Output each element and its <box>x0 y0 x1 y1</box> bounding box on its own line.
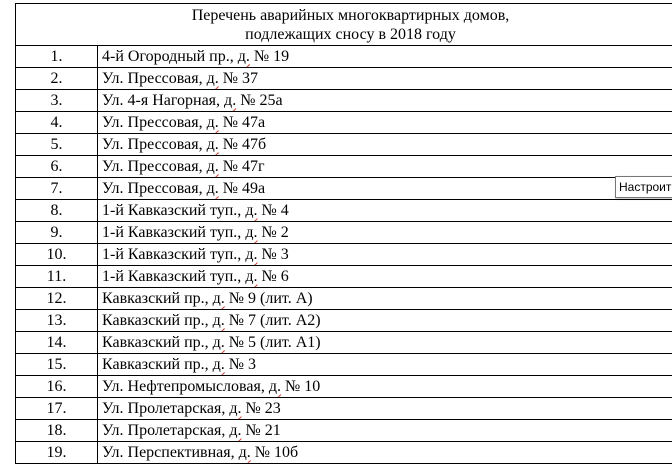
table-row <box>16 398 672 420</box>
address-house-abbrev: д. <box>237 47 250 65</box>
address-house-abbrev: д. <box>245 223 258 241</box>
table-title-line-1: Перечень аварийных многоквартирных домов, <box>191 7 510 24</box>
table-row <box>16 376 672 398</box>
address-street: Кавказский пр., <box>102 333 213 351</box>
row-number: 14. <box>16 332 98 354</box>
table-row <box>16 134 672 156</box>
address-house-number: № 4 <box>257 201 289 219</box>
table-row <box>16 354 672 376</box>
row-address <box>98 90 672 112</box>
address-house-number: № 37 <box>218 69 258 87</box>
address-house-number: № 21 <box>241 421 281 439</box>
row-address <box>98 376 672 398</box>
table-row <box>16 200 672 222</box>
address-house-abbrev: д. <box>206 179 219 197</box>
row-number: 12. <box>16 288 98 310</box>
address-street: Ул. Прессовая, <box>102 179 207 197</box>
row-address <box>98 46 672 68</box>
row-number: 17. <box>16 398 98 420</box>
demolition-list-table <box>15 3 672 464</box>
address-house-number: № 6 <box>257 267 289 285</box>
table-row <box>16 266 672 288</box>
row-address <box>98 354 672 376</box>
address-street: Кавказский пр., <box>102 311 213 329</box>
address-street: Кавказский пр., <box>102 289 213 307</box>
address-street: Ул. Прессовая, <box>102 157 207 175</box>
address-house-abbrev: д. <box>206 69 219 87</box>
address-street: 1-й Кавказский туп., <box>102 223 246 241</box>
address-street: Ул. Пролетарская, <box>102 421 230 439</box>
address-house-number: № 23 <box>241 399 281 417</box>
table-row <box>16 112 672 134</box>
tooltip-text: Настроит <box>619 180 672 194</box>
address-house-abbrev: д. <box>212 311 225 329</box>
table-row <box>16 288 672 310</box>
row-address <box>98 112 672 134</box>
table-row <box>16 68 672 90</box>
row-number: 5. <box>16 134 98 156</box>
address-house-number: № 25а <box>236 91 283 109</box>
row-number: 8. <box>16 200 98 222</box>
table-row <box>16 310 672 332</box>
row-number: 4. <box>16 112 98 134</box>
address-house-number: № 47б <box>218 135 267 153</box>
address-house-number: № 47г <box>218 157 265 175</box>
tooltip <box>615 176 672 198</box>
address-house-number: № 3 <box>224 355 257 373</box>
address-street: Кавказский пр., <box>102 355 213 373</box>
address-house-number: № 7 (лит. А2) <box>224 311 321 329</box>
address-house-abbrev: д. <box>206 135 219 153</box>
table-row <box>16 420 672 442</box>
row-address <box>98 266 672 288</box>
address-street: Ул. Прессовая, <box>102 69 207 87</box>
row-number: 18. <box>16 420 98 442</box>
address-street: Ул. Прессовая, <box>102 113 207 131</box>
address-street: Ул. Нефтепромысловая, <box>102 377 269 395</box>
row-address <box>98 288 672 310</box>
address-house-number: № 5 (лит. А1) <box>224 333 321 351</box>
address-house-abbrev: д. <box>245 245 258 263</box>
row-number: 19. <box>16 442 98 464</box>
row-address <box>98 68 672 90</box>
table-header-row <box>16 4 672 46</box>
row-number: 1. <box>16 46 98 68</box>
row-address <box>98 244 672 266</box>
address-house-abbrev: д. <box>212 289 225 307</box>
address-street: Ул. Пролетарская, <box>102 399 230 417</box>
row-address <box>98 442 672 464</box>
row-number: 11. <box>16 266 98 288</box>
address-street: 1-й Кавказский туп., <box>102 245 246 263</box>
address-house-number: № 10б <box>250 443 299 461</box>
table-title <box>16 4 672 46</box>
address-street: 1-й Кавказский туп., <box>102 267 246 285</box>
address-house-number: № 9 (лит. А) <box>224 289 313 307</box>
address-house-abbrev: д. <box>206 113 219 131</box>
address-house-abbrev: д. <box>245 267 258 285</box>
row-number: 10. <box>16 244 98 266</box>
address-house-number: № 49а <box>218 179 266 197</box>
table-row <box>16 332 672 354</box>
row-address <box>98 222 672 244</box>
row-number: 3. <box>16 90 98 112</box>
address-house-abbrev: д. <box>212 333 225 351</box>
row-address <box>98 156 672 178</box>
address-house-abbrev: д. <box>238 443 251 461</box>
table-row <box>16 178 672 200</box>
table-title-line-2: подлежащих сносу в 2018 году <box>245 26 456 43</box>
row-number: 13. <box>16 310 98 332</box>
address-house-number: № 2 <box>257 223 289 241</box>
address-street: 4-й Огородный пр., <box>102 47 238 65</box>
row-number: 16. <box>16 376 98 398</box>
row-address <box>98 178 672 200</box>
address-house-abbrev: д. <box>268 377 281 395</box>
row-address <box>98 398 672 420</box>
address-street: Ул. Прессовая, <box>102 135 207 153</box>
address-house-number: № 10 <box>280 377 321 395</box>
address-house-abbrev: д. <box>229 421 242 439</box>
row-address <box>98 310 672 332</box>
row-number: 6. <box>16 156 98 178</box>
row-number: 9. <box>16 222 98 244</box>
row-address <box>98 332 672 354</box>
address-house-abbrev: д. <box>206 157 219 175</box>
address-street: Ул. 4-я Нагорная, <box>102 91 225 109</box>
address-house-abbrev: д. <box>212 355 225 373</box>
table-row <box>16 90 672 112</box>
table-row <box>16 46 672 68</box>
row-address <box>98 200 672 222</box>
address-house-number: № 3 <box>257 245 289 263</box>
table-row <box>16 222 672 244</box>
address-house-abbrev: д. <box>229 399 242 417</box>
address-house-abbrev: д. <box>245 201 258 219</box>
table-row <box>16 244 672 266</box>
table-row <box>16 156 672 178</box>
table-row <box>16 442 672 464</box>
address-house-number: № 47а <box>218 113 266 131</box>
address-house-number: № 19 <box>249 47 290 65</box>
address-house-abbrev: д. <box>224 91 237 109</box>
row-number: 7. <box>16 178 98 200</box>
row-number: 15. <box>16 354 98 376</box>
address-street: Ул. Перспективная, <box>102 443 239 461</box>
address-street: 1-й Кавказский туп., <box>102 201 246 219</box>
row-address <box>98 420 672 442</box>
row-number: 2. <box>16 68 98 90</box>
row-address <box>98 134 672 156</box>
